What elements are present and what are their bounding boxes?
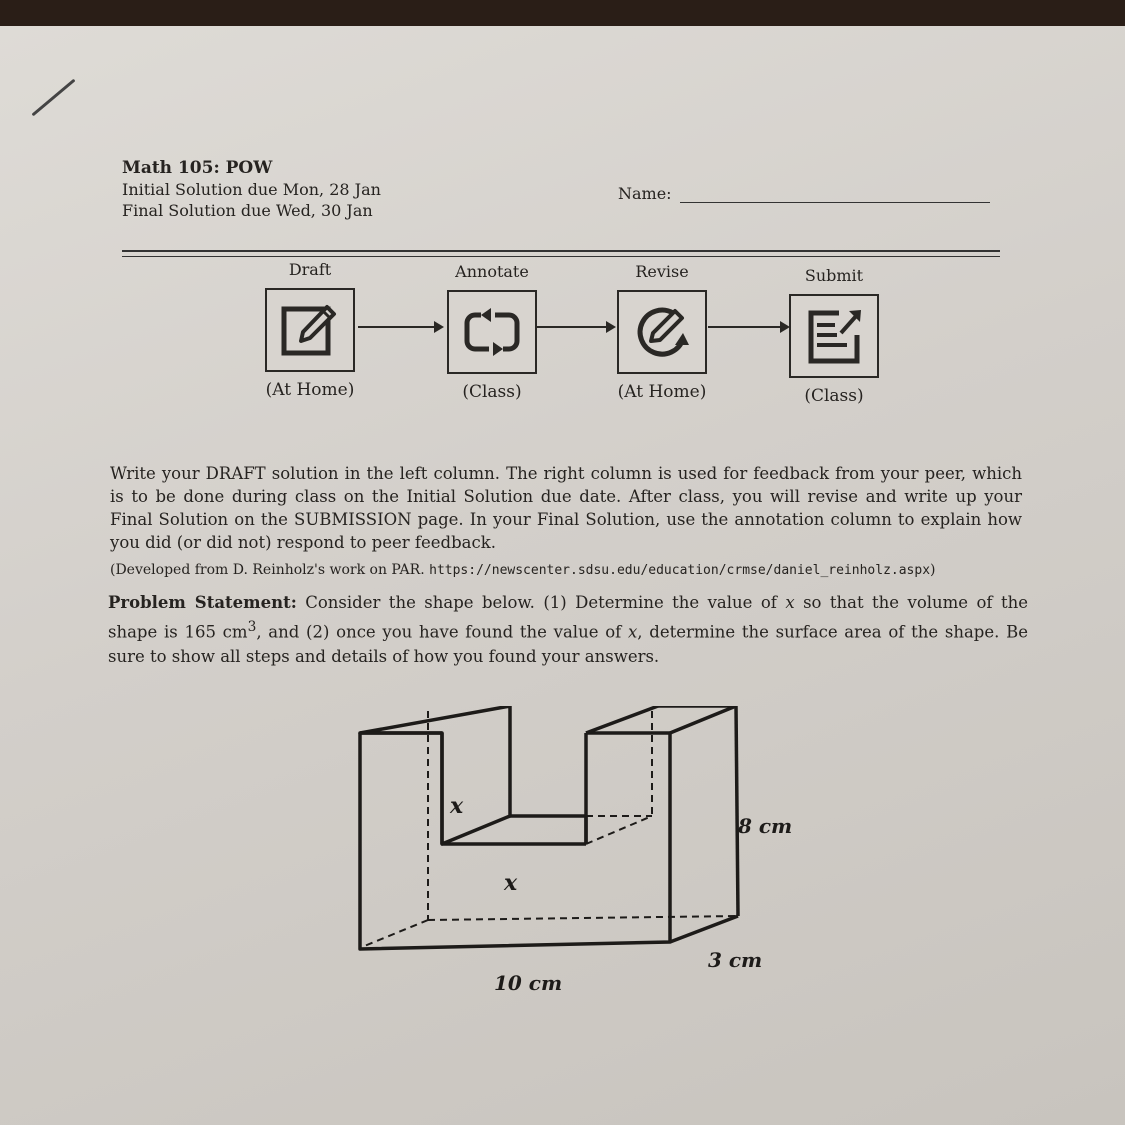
final-due-date: Final Solution due Wed, 30 Jan — [122, 201, 373, 220]
header-rule-thin — [122, 256, 1000, 257]
workflow-diagram — [262, 260, 882, 430]
problem-text-2: so that the volume of the shape is 165 cm — [108, 593, 1028, 642]
submit-document-icon — [789, 294, 879, 378]
solid-edges — [360, 706, 738, 949]
stage-location: (Class) — [462, 382, 522, 402]
worksheet-page — [0, 26, 1125, 1125]
credit-close: ) — [930, 562, 936, 578]
problem-exponent: 3 — [247, 619, 257, 635]
stage-location: (At Home) — [617, 382, 707, 402]
arrow-revise-submit — [708, 326, 788, 328]
worksheet-header — [122, 158, 1002, 220]
stage-annotate — [444, 262, 540, 402]
header-rule — [122, 250, 1000, 252]
revise-pencil-icon — [617, 290, 707, 374]
stage-label: Submit — [804, 266, 864, 285]
problem-variable: x — [627, 622, 638, 642]
label-width: 10 cm — [494, 971, 563, 995]
name-blank-line — [680, 188, 990, 203]
stage-draft — [262, 260, 358, 400]
name-label: Name: — [618, 184, 672, 203]
arrow-draft-annotate — [358, 326, 442, 328]
credit-text: (Developed from D. Reinholz's work on PAR. — [110, 562, 425, 578]
stage-location: (Class) — [804, 386, 864, 406]
stage-label: Draft — [288, 260, 332, 279]
label-height: 8 cm — [738, 814, 793, 838]
u-shape-drawing — [330, 706, 810, 1016]
name-field — [618, 184, 990, 203]
pencil-mark — [31, 79, 75, 117]
stage-label: Annotate — [455, 262, 529, 281]
problem-text-3: , and (2) once you have found the value of — [256, 622, 628, 642]
left-arm-top — [360, 706, 510, 844]
problem-statement — [108, 591, 1028, 669]
problem-text-1: Consider the shape below. (1) Determine the value of — [296, 593, 786, 612]
arrow-annotate-revise — [536, 326, 614, 328]
label-x-vertical: x — [450, 793, 464, 819]
label-depth: 3 cm — [708, 948, 763, 972]
initial-due-date: Initial Solution due Mon, 28 Jan — [122, 180, 381, 199]
label-x-horizontal: x — [504, 870, 518, 896]
stage-label: Revise — [635, 262, 689, 281]
problem-text-4: , determine the surface area of the shape. Be sure to show all steps and details of how you found your answers. — [108, 622, 1028, 666]
credit-line — [110, 562, 1022, 578]
u-shape-figure — [330, 706, 810, 1020]
stage-location: (At Home) — [265, 380, 355, 400]
hidden-edges — [362, 711, 738, 947]
problem-variable: x — [785, 593, 795, 612]
stage-revise — [614, 262, 710, 402]
stage-submit — [786, 266, 882, 406]
pencil-square-icon — [265, 288, 355, 372]
credit-url: https://newscenter.sdsu.edu/education/crmse/daniel_reinholz.aspx — [429, 563, 931, 578]
instructions-paragraph: Write your DRAFT solution in the left column. The right column is used for feedback from your peer, which is to be done during class on the Initial Solution due date. After class, you will revise and write up your Final Solution on the SUBMISSION page. In your Final Solution, use the annotation column to explain how you did (or did not) respond to peer feedback. — [110, 464, 1022, 552]
cycle-arrows-icon — [447, 290, 537, 374]
course-title: Math 105: POW — [122, 158, 273, 178]
problem-lead: Problem Statement: — [108, 593, 297, 612]
